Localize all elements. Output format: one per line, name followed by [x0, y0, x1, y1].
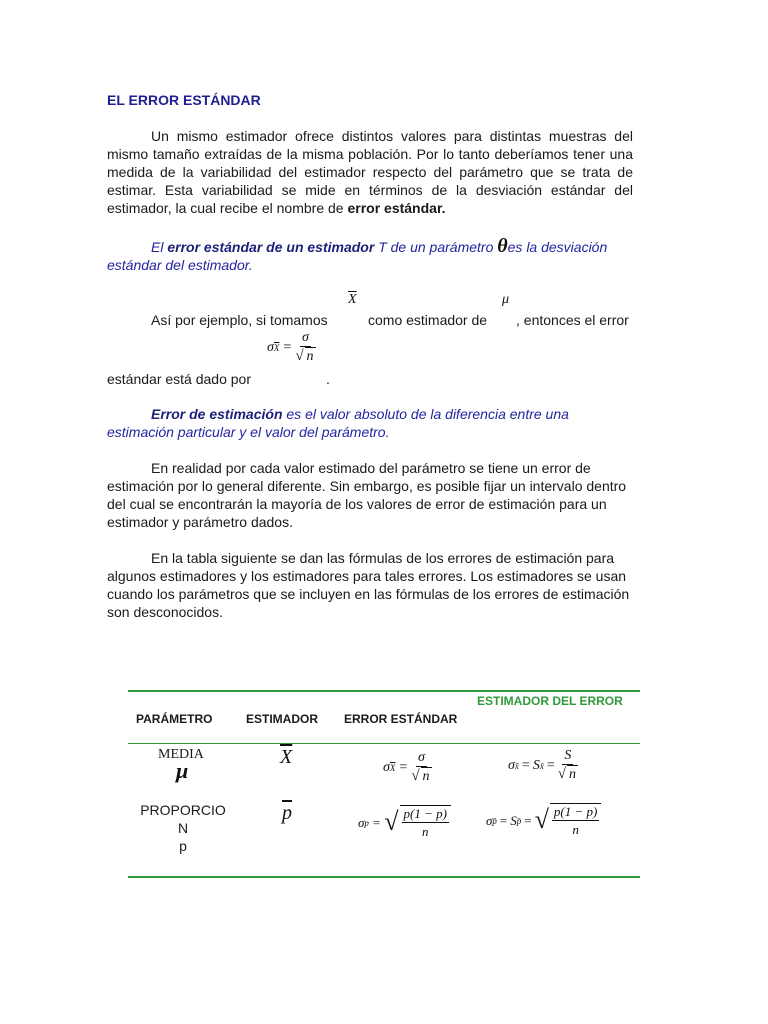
formula-denominator: n [306, 349, 314, 364]
header-error-estandar: ERROR ESTÁNDAR [344, 712, 458, 726]
intro-paragraph [107, 127, 633, 217]
def2-text: es el valor absoluto de la diferencia entre una estimación particular y el valor del parámetro. [107, 406, 569, 440]
example-before: Así por ejemplo, si tomamos [151, 312, 328, 328]
row2-error-estimator: σ p̄ = S p̄ = √ $\frac{p(1 - p)}{n}$ [486, 803, 601, 839]
row2-param-line1: PROPORCIO [140, 802, 226, 818]
row1-ee-den: n [568, 767, 576, 782]
def1-lead: El [151, 239, 164, 255]
row2-ee-sub: p̄ [492, 816, 497, 826]
row2-ee-s: S [510, 813, 517, 828]
header-parametro: PARÁMETRO [136, 712, 213, 726]
formula-fraction: σ √ n [295, 330, 314, 364]
row2-standard-error: σ p = √ $\frac{p(1 - p)}{n}$ [358, 805, 451, 841]
standard-error-formula [267, 330, 316, 366]
def2-bold: Error de estimación [151, 406, 283, 422]
example-line2: estándar está dado por [107, 371, 251, 387]
def1-tail: es la desviación estándar del estimador. [107, 239, 608, 273]
definition-estimation-error [107, 405, 633, 441]
row1-mu-symbol: μ [176, 758, 189, 783]
row1-ee-ssub: x̄ [539, 761, 544, 771]
row1-ee-sub: x̄ [514, 761, 519, 771]
row1-ee-num: S [564, 748, 572, 763]
example-line [151, 311, 328, 329]
example-after: , entonces el error [516, 312, 629, 328]
formula-sub: $\overline{X}$ [273, 343, 280, 353]
paragraph-table-intro [107, 549, 633, 621]
row2-se-sub: p [364, 818, 369, 828]
row1-ee-s: S [532, 758, 540, 773]
row1-standard-error: σ $\overline{X}$ = σ √ n [383, 750, 430, 784]
def1-mid: T de un parámetro [378, 239, 494, 255]
row1-se-den: n [422, 769, 430, 784]
formula-equals: = [283, 340, 292, 355]
definition-standard-error [107, 235, 633, 274]
row2-param-line2: N [177, 820, 189, 836]
row1-se-sigma: σ [383, 760, 390, 775]
mu-symbol: μ [502, 292, 510, 307]
row2-se-sigma: σ [358, 815, 365, 830]
row2-ee-num: p(1 − p) [553, 804, 598, 819]
row2-se-num: p(1 − p) [403, 806, 447, 821]
table-top-rule [128, 690, 640, 692]
row2-param-line3: p [179, 838, 187, 854]
row1-se-num: σ [417, 750, 425, 765]
row1-estimator: $\overline{X}$ [280, 746, 293, 768]
intro-bold-term: error estándar. [347, 200, 446, 216]
example-dot: . [326, 371, 330, 387]
row1-se-sub: $\overline{X}$ [389, 763, 396, 773]
row2-ee-ssub: p̄ [516, 816, 522, 826]
table-header-rule [128, 743, 640, 744]
row2-se-den: n [422, 824, 429, 839]
table-bottom-rule [128, 876, 640, 878]
xbar-symbol: $\overline{X}$ [348, 292, 357, 307]
p3-text: En realidad por cada valor estimado del parámetro se tiene un error de estimación por lo general diferente. Sin embargo, es posible fijar un intervalo dentro del cual se encontrarán la mayoría de los valores de error de estimación para un estimador y parámetro dados. [107, 460, 627, 530]
formula-numerator: σ [301, 330, 309, 345]
row2-estimator: $\overline{p}$ [282, 802, 292, 824]
example-middle: como estimador de [368, 312, 488, 328]
paragraph-interval [107, 459, 633, 531]
intro-text: Un mismo estimador ofrece distintos valores para distintas muestras del mismo tamaño extraídas de la misma población. Por lo tanto deberíamos tener una medida de la variabilidad del estimador respecto del parámetro que se trata de estimar. Esta variabilidad se mide en términos de la desviación estándar del estimador, la cual recibe el nombre de [107, 128, 633, 216]
row1-ee-sigma: σ [508, 758, 515, 773]
theta-symbol: θ [497, 235, 508, 257]
def1-bold: error estándar de un estimador [167, 239, 375, 255]
row1-error-estimator: σ x̄ = S x̄ = S √ n [508, 748, 576, 782]
row1-param: MEDIA [158, 747, 204, 762]
row2-ee-sigma: σ [486, 813, 493, 828]
p4-text: En la tabla siguiente se dan las fórmulas de los errores de estimación para algunos estimadores y los estimadores para tales errores. Los estimadores se usan cuando los parámetros que se incluyen en las fórmulas de los errores de estimación son desconocidos. [107, 550, 630, 620]
row2-param [136, 801, 230, 855]
row2-ee-den: n [572, 822, 579, 837]
header-estimador: ESTIMADOR [246, 712, 318, 726]
formula-sigma: σ [267, 340, 274, 355]
header-estimador-del-error: ESTIMADOR DEL ERROR [477, 694, 623, 708]
page-title: EL ERROR ESTÁNDAR [107, 92, 261, 108]
